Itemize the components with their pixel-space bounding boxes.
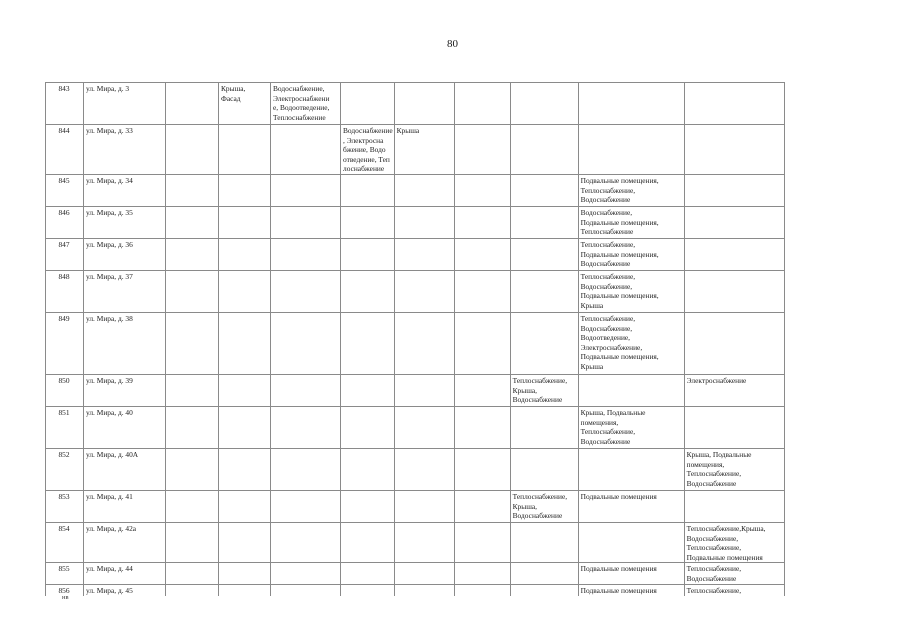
work-type-cell xyxy=(341,83,395,125)
row-number-cell: 854 xyxy=(46,523,84,563)
work-type-cell xyxy=(166,207,219,239)
work-type-cell xyxy=(454,449,510,491)
table-row xyxy=(46,125,785,175)
address-cell: ул. Мира, д. 41 xyxy=(84,491,166,523)
work-type-cell xyxy=(341,271,395,313)
work-type-cell xyxy=(341,563,395,585)
work-type-cell xyxy=(271,585,341,597)
work-type-cell xyxy=(166,407,219,449)
work-type-cell xyxy=(394,585,454,597)
work-type-cell xyxy=(394,175,454,207)
footer-mark: нв xyxy=(62,594,69,601)
work-type-cell xyxy=(454,175,510,207)
work-type-cell: Крыша, Подвальные помещения, Теплоснабжение, Водоснабжение xyxy=(578,407,684,449)
work-type-cell xyxy=(166,491,219,523)
row-number-cell: 855 xyxy=(46,563,84,585)
work-type-cell xyxy=(454,407,510,449)
work-type-cell: Подвальные помещения xyxy=(578,585,684,597)
row-number-cell: 850 xyxy=(46,375,84,407)
work-type-cell xyxy=(510,207,578,239)
table-row xyxy=(46,175,785,207)
work-type-cell xyxy=(271,491,341,523)
address-cell: ул. Мира, д. 45 xyxy=(84,585,166,597)
work-type-cell xyxy=(341,523,395,563)
page-number: 80 xyxy=(447,38,458,50)
work-type-cell xyxy=(684,491,784,523)
work-type-cell xyxy=(394,491,454,523)
work-type-cell: Подвальные помещения, Теплоснабжение, Водоснабжение xyxy=(578,175,684,207)
work-type-cell xyxy=(394,407,454,449)
work-type-cell xyxy=(684,207,784,239)
work-type-cell xyxy=(219,239,271,271)
row-number-cell: 856 xyxy=(46,585,84,597)
row-number-cell: 845 xyxy=(46,175,84,207)
work-type-cell: Водоснабжение, Подвальные помещения, Теплоснабжение xyxy=(578,207,684,239)
address-cell: ул. Мира, д. 40А xyxy=(84,449,166,491)
work-type-cell: Водоснабжение , Электросна бжение, Водо отведение, Теп лоснабжение xyxy=(341,125,395,175)
work-type-cell xyxy=(341,313,395,375)
work-type-cell xyxy=(454,239,510,271)
table-row xyxy=(46,313,785,375)
table-row xyxy=(46,585,785,597)
work-type-cell xyxy=(219,375,271,407)
table-row xyxy=(46,449,785,491)
table-row xyxy=(46,271,785,313)
work-type-cell xyxy=(684,83,784,125)
work-type-cell xyxy=(271,271,341,313)
address-cell: ул. Мира, д. 3 xyxy=(84,83,166,125)
work-type-cell xyxy=(454,585,510,597)
work-type-cell xyxy=(271,449,341,491)
work-type-cell xyxy=(454,491,510,523)
work-type-cell xyxy=(394,375,454,407)
work-type-cell xyxy=(166,585,219,597)
table-row xyxy=(46,491,785,523)
work-type-cell xyxy=(166,239,219,271)
work-type-cell xyxy=(219,207,271,239)
work-type-cell xyxy=(341,207,395,239)
address-cell: ул. Мира, д. 38 xyxy=(84,313,166,375)
work-type-cell xyxy=(454,83,510,125)
work-type-cell xyxy=(219,491,271,523)
work-type-cell xyxy=(219,449,271,491)
work-type-cell: Теплоснабжение, xyxy=(684,585,784,597)
work-type-cell xyxy=(219,125,271,175)
work-type-cell xyxy=(510,83,578,125)
work-type-cell xyxy=(578,523,684,563)
work-type-cell xyxy=(219,271,271,313)
work-type-cell xyxy=(578,83,684,125)
work-type-cell xyxy=(510,523,578,563)
work-type-cell xyxy=(166,375,219,407)
address-cell: ул. Мира, д. 39 xyxy=(84,375,166,407)
work-type-cell: Крыша xyxy=(394,125,454,175)
work-type-cell xyxy=(271,175,341,207)
work-type-cell xyxy=(166,175,219,207)
work-type-cell xyxy=(454,313,510,375)
row-number-cell: 843 xyxy=(46,83,84,125)
table-row xyxy=(46,375,785,407)
work-type-cell xyxy=(219,407,271,449)
address-cell: ул. Мира, д. 44 xyxy=(84,563,166,585)
row-number-cell: 846 xyxy=(46,207,84,239)
work-type-cell xyxy=(510,239,578,271)
work-type-cell xyxy=(510,271,578,313)
work-type-cell xyxy=(578,125,684,175)
address-cell: ул. Мира, д. 36 xyxy=(84,239,166,271)
work-type-cell xyxy=(341,491,395,523)
work-type-cell xyxy=(510,125,578,175)
work-type-cell xyxy=(454,271,510,313)
row-number-cell: 851 xyxy=(46,407,84,449)
work-type-cell: Водоснабжение, Электроснабжени е, Водоотведение, Теплоснабжение xyxy=(271,83,341,125)
work-type-cell xyxy=(271,375,341,407)
register-table xyxy=(45,82,785,596)
work-type-cell xyxy=(684,313,784,375)
work-type-cell xyxy=(510,407,578,449)
work-type-cell xyxy=(510,563,578,585)
row-number-cell: 844 xyxy=(46,125,84,175)
work-type-cell xyxy=(684,125,784,175)
work-type-cell xyxy=(166,523,219,563)
work-type-cell xyxy=(454,207,510,239)
work-type-cell xyxy=(166,313,219,375)
work-type-cell xyxy=(578,449,684,491)
work-type-cell xyxy=(271,207,341,239)
work-type-cell: Крыша, Подвальные помещения, Теплоснабжение, Водоснабжение xyxy=(684,449,784,491)
table-row xyxy=(46,407,785,449)
table-row xyxy=(46,83,785,125)
work-type-cell xyxy=(684,239,784,271)
work-type-cell xyxy=(219,563,271,585)
work-type-cell xyxy=(271,407,341,449)
work-type-cell: Теплоснабжение,Крыша, Водоснабжение, Теплоснабжение, Подвальные помещения xyxy=(684,523,784,563)
table-body xyxy=(46,83,785,597)
address-cell: ул. Мира, д. 37 xyxy=(84,271,166,313)
work-type-cell xyxy=(271,239,341,271)
row-number-cell: 848 xyxy=(46,271,84,313)
work-type-cell xyxy=(341,585,395,597)
work-type-cell xyxy=(510,449,578,491)
table-row xyxy=(46,239,785,271)
address-cell: ул. Мира, д. 40 xyxy=(84,407,166,449)
work-type-cell xyxy=(394,83,454,125)
address-cell: ул. Мира, д. 33 xyxy=(84,125,166,175)
work-type-cell: Теплоснабжение, Крыша, Водоснабжение xyxy=(510,491,578,523)
work-type-cell xyxy=(341,239,395,271)
work-type-cell xyxy=(394,271,454,313)
work-type-cell xyxy=(454,125,510,175)
table-row xyxy=(46,207,785,239)
work-type-cell xyxy=(454,375,510,407)
work-type-cell xyxy=(394,313,454,375)
work-type-cell xyxy=(454,523,510,563)
work-type-cell xyxy=(166,125,219,175)
work-type-cell: Электроснабжение xyxy=(684,375,784,407)
work-type-cell xyxy=(341,407,395,449)
work-type-cell xyxy=(271,125,341,175)
work-type-cell xyxy=(394,523,454,563)
row-number-cell: 852 xyxy=(46,449,84,491)
work-type-cell xyxy=(454,563,510,585)
work-type-cell xyxy=(271,523,341,563)
work-type-cell xyxy=(684,407,784,449)
address-cell: ул. Мира, д. 34 xyxy=(84,175,166,207)
work-type-cell xyxy=(219,523,271,563)
row-number-cell: 847 xyxy=(46,239,84,271)
work-type-cell xyxy=(341,375,395,407)
work-type-cell xyxy=(271,563,341,585)
work-type-cell xyxy=(684,175,784,207)
work-type-cell: Подвальные помещения xyxy=(578,563,684,585)
work-type-cell xyxy=(166,563,219,585)
row-number-cell: 849 xyxy=(46,313,84,375)
work-type-cell xyxy=(510,313,578,375)
work-type-cell: Подвальные помещения xyxy=(578,491,684,523)
work-type-cell xyxy=(510,175,578,207)
work-type-cell xyxy=(219,585,271,597)
work-type-cell: Теплоснабжение, Подвальные помещения, Водоснабжение xyxy=(578,239,684,271)
work-type-cell xyxy=(166,271,219,313)
table-row xyxy=(46,563,785,585)
address-cell: ул. Мира, д. 42а xyxy=(84,523,166,563)
work-type-cell xyxy=(394,239,454,271)
work-type-cell xyxy=(578,375,684,407)
table-row xyxy=(46,523,785,563)
work-type-cell xyxy=(510,585,578,597)
work-type-cell: Теплоснабжение, Водоснабжение xyxy=(684,563,784,585)
work-type-cell xyxy=(341,175,395,207)
work-type-cell xyxy=(684,271,784,313)
row-number-cell: 853 xyxy=(46,491,84,523)
work-type-cell xyxy=(166,83,219,125)
work-type-cell: Теплоснабжение, Водоснабжение, Водоотведение, Электроснабжение, Подвальные помещения, Крыша xyxy=(578,313,684,375)
address-cell: ул. Мира, д. 35 xyxy=(84,207,166,239)
work-type-cell xyxy=(219,175,271,207)
work-type-cell: Теплоснабжение, Крыша, Водоснабжение xyxy=(510,375,578,407)
work-type-cell: Теплоснабжение, Водоснабжение, Подвальные помещения, Крыша xyxy=(578,271,684,313)
work-type-cell xyxy=(271,313,341,375)
work-type-cell xyxy=(394,449,454,491)
work-type-cell xyxy=(341,449,395,491)
work-type-cell xyxy=(166,449,219,491)
work-type-cell: Крыша, Фасад xyxy=(219,83,271,125)
work-type-cell xyxy=(219,313,271,375)
work-type-cell xyxy=(394,207,454,239)
work-type-cell xyxy=(394,563,454,585)
